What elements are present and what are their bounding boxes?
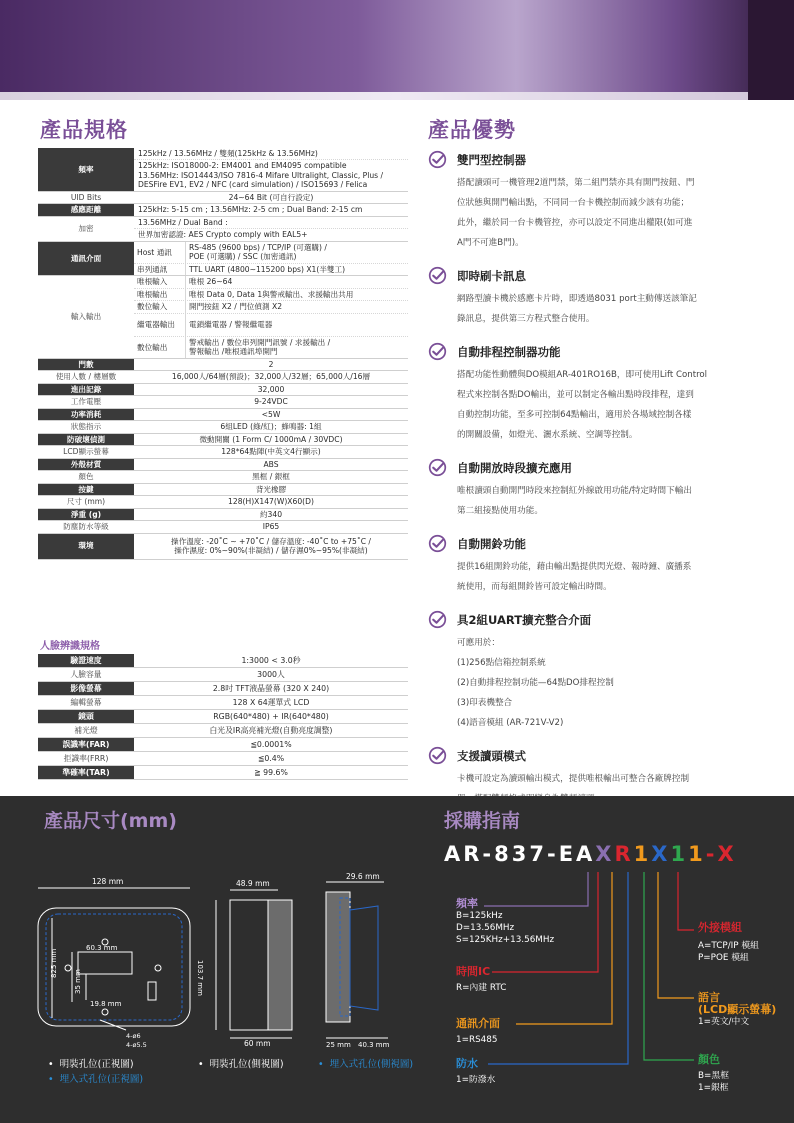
spec-value: 128 X 64運單式 LCD [232, 698, 310, 707]
caption-text: 明裝孔位(正視圖) [59, 1059, 134, 1070]
spec-value: 125kHz: 5-15 cm ; 13.56MHz: 2-5 cm ; Dual Band: 2-15 cm [138, 205, 363, 215]
spec-sub-label: 數位輸入 [134, 301, 186, 312]
advantage-line: 提供16組開鈴功能，藉由輸出點提供閃光燈、報時鐘、廣播系 [457, 562, 692, 572]
advantages-title: 產品優勢 [428, 118, 516, 142]
spec-value: 微動開關 (1 Form C/ 1000mA / 30VDC) [199, 434, 343, 444]
spec-label: 通訊介面 [38, 242, 134, 275]
spec-sub-value: TTL UART (4800~115200 bps) X1(半雙工) [189, 264, 346, 274]
caption-text: 埋入式孔位(正視圖) [59, 1074, 144, 1085]
model-code-water: X [651, 842, 671, 866]
spec-row [38, 752, 408, 766]
spec-value: 2 [268, 359, 274, 369]
spec-label: 人臉容量 [70, 670, 102, 679]
caption-side-surface: • 明裝孔位(側視圖) [198, 1059, 284, 1070]
spec-value: 背光橡膠 [255, 484, 287, 494]
spec-line [134, 160, 408, 190]
spec-value: IP65 [262, 522, 280, 532]
advantage-body [457, 365, 754, 445]
order-option: 1=RS485 [456, 1035, 498, 1045]
model-code-clock: R [614, 842, 634, 866]
advantage-title: 自動開放時段擴充應用 [457, 460, 572, 475]
spec-text: 警戒輸出 / 數位串列開門訊號 / 求援輸出 / [189, 337, 331, 347]
spec-label: 狀態指示 [70, 422, 102, 432]
model-dash: - [705, 842, 718, 866]
spec-label: 門數 [38, 359, 134, 370]
spec-row [38, 738, 408, 752]
advantage-line: A門不可進B門)。 [457, 238, 524, 248]
order-option: P=POE 模組 [698, 953, 749, 963]
face-spec-table [38, 654, 408, 780]
advantage-heading [428, 342, 754, 361]
spec-sub-value [186, 337, 408, 358]
spec-value: 32,000 [257, 384, 285, 394]
advantage-line: 錄訊息，提供第三方程式整合使用。 [457, 314, 595, 324]
spec-row [38, 384, 408, 396]
spec-sub-label: 串列通訊 [134, 264, 186, 275]
advantage-line: (3)印表機整合 [457, 698, 513, 708]
spec-value: 黑框 / 銀框 [252, 472, 290, 482]
spec-simple-rows [38, 359, 408, 534]
spec-label: 影像螢幕 [38, 682, 134, 695]
order-heading: 顏色 [698, 1053, 720, 1066]
caption-text: 明裝孔位(側視圖) [209, 1059, 284, 1070]
connector-ext [678, 872, 694, 930]
spec-sub [134, 289, 408, 301]
order-heading: 語言 [698, 991, 720, 1004]
spec-label: 環境 [38, 534, 134, 559]
spec-label: 補光燈 [74, 726, 98, 735]
advantage-line: 統使用，而每組開鈴皆可設定輸出時間。 [457, 582, 612, 592]
spec-row [38, 409, 408, 421]
spec-value: 24~64 Bit (可自行設定) [228, 192, 314, 202]
model-code-color: 1 [670, 842, 689, 866]
advantage-body [457, 173, 754, 253]
advantage-line: (1)256點信箱控制系統 [457, 658, 546, 668]
order-title: 採購指南 [444, 810, 521, 832]
spec-sub [134, 276, 408, 288]
spec-row [38, 434, 408, 446]
dim-label: 35 mm [74, 969, 82, 994]
spec-label: 進出記錄 [38, 384, 134, 395]
order-option: A=TCP/IP 模組 [698, 941, 759, 951]
spec-sub [134, 264, 408, 275]
spec-row [38, 682, 408, 696]
spec-row-enc [38, 217, 408, 242]
order-heading: 時間IC [456, 965, 491, 978]
spec-row [38, 484, 408, 496]
spec-value: ABS [263, 459, 279, 469]
spec-label: 頻率 [38, 148, 134, 191]
dim-label: 40.3 mm [358, 1041, 390, 1049]
spec-label: 外殼材質 [38, 459, 134, 470]
advantages-list [428, 150, 754, 822]
spec-sub-label: 唯根輸出 [134, 289, 186, 300]
spec-sub-label: 唯根輸入 [134, 276, 186, 287]
advantage-line: (4)語音模組 (AR-721V-V2) [457, 718, 564, 728]
spec-label: 工作電壓 [70, 397, 102, 407]
dimension-drawings [30, 870, 430, 1050]
advantage-title: 雙門型控制器 [457, 152, 526, 167]
spec-row [38, 521, 408, 533]
spec-label: 顏色 [78, 472, 94, 482]
model-code-lang: 1 [688, 842, 706, 866]
spec-row-env [38, 534, 408, 560]
model-number [444, 842, 737, 866]
embedded-side-view-drawing [326, 882, 388, 1038]
order-option: R=內建 RTC [456, 983, 507, 993]
order-option: 1=英文/中文 [698, 1017, 750, 1027]
spec-text: 125kHz: ISO18000-2: EM4001 and EM4095 compatible [138, 161, 347, 171]
order-option: 1=防潑水 [456, 1075, 496, 1085]
dim-label: 103.7 mm [196, 960, 204, 996]
spec-label: 編輯螢幕 [70, 698, 102, 707]
spec-label: 輸入輸出 [70, 312, 102, 322]
advantage-heading [428, 458, 754, 477]
advantage-item [428, 458, 754, 521]
side-view-drawing [216, 890, 292, 1038]
advantage-line: 網路型讀卡機於感應卡片時，即透過8031 port主動傳送該筆記 [457, 294, 697, 304]
spec-value: 128*64點陣(中英文4行顯示) [221, 447, 321, 457]
spec-row-uid [38, 192, 408, 204]
spec-sub-value: 開門按鈕 X2 / 門位偵測 X2 [189, 302, 283, 312]
spec-row [38, 421, 408, 433]
order-heading: 通訊介面 [456, 1017, 500, 1030]
advantage-heading [428, 746, 754, 765]
advantage-title: 具2組UART擴充整合介面 [457, 612, 592, 627]
header-banner [0, 0, 794, 92]
spec-value: 白光及IR高亮補光燈(自動亮度調整) [209, 726, 333, 735]
spec-value: ≦0.0001% [250, 740, 292, 749]
spec-value: 128(H)X147(W)X60(D) [228, 497, 314, 507]
advantage-line: 的開關設備，如燈光、灑水系統、空調等控制。 [457, 430, 638, 440]
advantage-line: 唯根讀頭自動開門時段來控制紅外線啟用功能/特定時間下輸出 [457, 486, 692, 496]
spec-row [38, 710, 408, 724]
advantage-body [457, 633, 754, 733]
caption-front-surface: • 明裝孔位(正視圖) [48, 1059, 134, 1070]
advantage-line: 搭配讀頭可一機管理2道門禁，第二組門禁亦具有開門按鈕、門 [457, 178, 695, 188]
order-heading: 外接模組 [698, 921, 742, 934]
spec-sub [134, 314, 408, 337]
header-band [0, 92, 794, 100]
spec-row [38, 766, 408, 780]
advantage-body [457, 557, 754, 597]
spec-sub-label: 數位輸出 [134, 337, 186, 358]
spec-value [134, 534, 408, 559]
advantage-item [428, 534, 754, 597]
spec-value: 3000人 [257, 670, 285, 679]
model-prefix: AR-837-EA [444, 842, 596, 866]
spec-label: LCD顯示螢幕 [63, 447, 109, 457]
spec-title: 產品規格 [40, 118, 128, 142]
spec-row [38, 359, 408, 371]
order-heading: 頻率 [456, 897, 478, 910]
spec-label: 拒識率(FRR) [63, 754, 109, 763]
check-circle-icon [428, 150, 447, 169]
spec-sub-value: 唯根 26~64 [189, 277, 233, 287]
dim-label: 4-ø6 [126, 1032, 141, 1040]
spec-label: 防破壞偵測 [38, 434, 134, 445]
spec-value [134, 276, 408, 357]
spec-value [134, 148, 408, 191]
advantage-line: 第二組接點使用功能。 [457, 506, 543, 516]
spec-label: 準確率(TAR) [38, 766, 134, 779]
order-color [698, 1054, 729, 1094]
check-circle-icon [428, 458, 447, 477]
spec-label: UID Bits [70, 192, 102, 202]
spec-label: 感應距離 [38, 204, 134, 215]
spec-label: 使用人數 / 樓層數 [55, 372, 117, 382]
model-code-freq: X [595, 842, 615, 866]
advantage-item [428, 150, 754, 253]
spec-value [134, 217, 408, 241]
check-circle-icon [428, 746, 447, 765]
caption-front-embedded: • 埋入式孔位(正視圖) [48, 1074, 144, 1085]
spec-value: 16,000人/64層(預設)；32,000人/32層；65,000人/16層 [171, 372, 371, 382]
advantage-heading [428, 610, 754, 629]
spec-label: 按鍵 [38, 484, 134, 495]
face-spec-title: 人臉辨識規格 [40, 641, 100, 652]
spec-text: 13.56MHz: ISO14443/ISO 7816-4 Mifare Ultralight, Classic, Plus / [138, 170, 384, 180]
spec-label: 淨重 (g) [38, 509, 134, 520]
order-option: S=125KHz+13.56MHz [456, 935, 555, 945]
spec-row [38, 471, 408, 483]
spec-row [38, 696, 408, 710]
spec-text: 操作濕度: 0%~90%(非凝結) / 儲存濕0%~95%(非凝結) [174, 546, 368, 556]
check-circle-icon [428, 534, 447, 553]
advantage-body [457, 481, 754, 521]
spec-sub [134, 301, 408, 313]
order-heading: (LCD顯示螢幕) [698, 1003, 777, 1016]
dim-label: 25 mm [326, 1041, 351, 1049]
advantage-title: 自動開鈴功能 [457, 536, 526, 551]
advantage-heading [428, 534, 754, 553]
advantage-line: 搭配功能性動體與DO模組AR-401RO16B，即可使用Lift Control [457, 370, 708, 380]
model-code-comm: 1 [633, 842, 652, 866]
spec-text: DESFire EV1, EV2 / NFC (card simulation) / ISO15693 / Felica [138, 180, 368, 190]
spec-row [38, 459, 408, 471]
spec-value: ≧ 99.6% [254, 768, 288, 777]
order-option: B=黑框 [698, 1071, 729, 1081]
dim-label: 4-ø5.5 [126, 1041, 147, 1049]
spec-sub-label: Host 通訊 [134, 242, 186, 263]
advantage-title: 支援讀頭模式 [457, 748, 526, 763]
spec-value: 1:3000 < 3.0秒 [241, 656, 301, 665]
spec-text: POE (可選購) / SSC (加密通訊) [189, 252, 297, 262]
spec-text: 警報輸出 /唯根通訊埠開門 [189, 347, 278, 357]
dimensions-title: 產品尺寸(mm) [44, 810, 177, 832]
advantage-line: (2)自動排程控制功能—64點DO排程控制 [457, 678, 614, 688]
spec-sub-value: 唯根 Data 0, Data 1與警戒輸出、求援輸出共用 [189, 289, 354, 299]
spec-line: 125kHz / 13.56MHz / 雙頻(125kHz & 13.56MHz) [134, 148, 408, 160]
advantage-title: 即時刷卡訊息 [457, 268, 526, 283]
order-option: D=13.56MHz [456, 923, 515, 933]
advantage-line: 卡機可設定為讀頭輸出模式，提供唯根輸出可整合各廠牌控制 [457, 774, 690, 784]
spec-row-comm [38, 242, 408, 276]
dim-label: 128 mm [92, 877, 124, 886]
dim-label: 60.3 mm [86, 944, 118, 952]
spec-value: 9-24VDC [254, 397, 288, 407]
spec-label: 驗證速度 [38, 654, 134, 667]
spec-value: <5W [261, 409, 281, 419]
advantage-body [457, 289, 754, 329]
order-heading: 防水 [456, 1057, 478, 1070]
advantage-title: 自動排程控制器功能 [457, 344, 561, 359]
spec-label: 加密 [78, 224, 94, 234]
check-circle-icon [428, 610, 447, 629]
advantage-line: 位狀態與開門輸出點，不同同一台卡機控制而減少該有功能； [457, 198, 690, 208]
order-clock [456, 966, 506, 994]
order-ext [698, 922, 759, 964]
spec-label: 鏡頭 [38, 710, 134, 723]
dim-label: 825 mm [50, 948, 58, 978]
spec-row [38, 654, 408, 668]
dim-label: 29.6 mm [346, 872, 380, 881]
order-lang [698, 992, 776, 1028]
spec-row [38, 509, 408, 521]
spec-row-io [38, 276, 408, 358]
dim-label: 60 mm [244, 1039, 271, 1048]
order-freq [456, 898, 554, 946]
advantage-item [428, 266, 754, 329]
advantage-line: 此外，繼於同一台卡機管控，亦可以設定不同進出權限(如可進 [457, 218, 693, 228]
spec-value: RGB(640*480) + IR(640*480) [213, 712, 329, 721]
spec-row [38, 668, 408, 682]
spec-table [38, 148, 408, 560]
advantage-line: 自動控制功能，至多可控制64點輸出，適用於各場域控制各樣 [457, 410, 692, 420]
spec-text: 操作溫度: -20˚C ~ +70˚C / 儲存溫度: -40˚C to +75˚C / [171, 536, 371, 546]
spec-line: 13.56MHz / Dual Band : [134, 217, 408, 229]
spec-value: ≦0.4% [257, 754, 285, 763]
check-circle-icon [428, 342, 447, 361]
spec-value [134, 242, 408, 275]
spec-sub [134, 242, 408, 264]
dim-label: 19.8 mm [90, 1000, 122, 1008]
order-water [456, 1058, 495, 1086]
spec-row [38, 371, 408, 383]
caption-side-embedded: • 埋入式孔位(側視圖) [318, 1059, 414, 1070]
spec-row-freq [38, 148, 408, 192]
header-corner [748, 0, 794, 100]
connector-color [644, 872, 694, 1060]
advantage-line: 可應用於： [457, 638, 500, 648]
spec-value: 約340 [259, 509, 283, 519]
spec-value: 2.8吋 TFT液晶螢幕 (320 X 240) [212, 684, 330, 693]
spec-row [38, 396, 408, 408]
advantage-item [428, 342, 754, 445]
spec-label: 尺寸 (mm) [66, 497, 106, 507]
order-option: 1=銀框 [698, 1083, 729, 1093]
advantage-item [428, 610, 754, 733]
spec-sub-value: 電鎖繼電器 / 警報繼電器 [189, 320, 273, 330]
dim-label: 48.9 mm [236, 879, 270, 888]
caption-text: 埋入式孔位(側視圖) [329, 1059, 414, 1070]
advantage-line: 程式來控制各點DO輸出，並可以制定各輸出點時段排程，達到 [457, 390, 694, 400]
advantage-heading [428, 150, 754, 169]
connector-lang [658, 872, 694, 998]
spec-sub-value [186, 242, 408, 263]
front-view-drawing [38, 888, 190, 1030]
spec-line: 世界加密認證: AES Crypto comply with EAL5+ [138, 230, 308, 240]
order-option: B=125kHz [456, 911, 503, 921]
spec-label: 誤識率(FAR) [38, 738, 134, 751]
spec-label: 功率消耗 [38, 409, 134, 420]
spec-sub [134, 337, 408, 358]
model-code-ext: X [717, 842, 737, 866]
spec-sub-label: 繼電器輸出 [134, 314, 186, 336]
spec-value: 6組LED (綠/紅)；蜂鳴器: 1組 [220, 422, 322, 432]
spec-label: 防塵防水等級 [63, 522, 109, 532]
spec-text: RS-485 (9600 bps) / TCP/IP (可選購) / [189, 242, 327, 252]
spec-row [38, 446, 408, 458]
check-circle-icon [428, 266, 447, 285]
spec-row [38, 496, 408, 508]
advantage-heading [428, 266, 754, 285]
spec-row [38, 724, 408, 738]
spec-row-range [38, 204, 408, 216]
order-comm [456, 1018, 500, 1046]
